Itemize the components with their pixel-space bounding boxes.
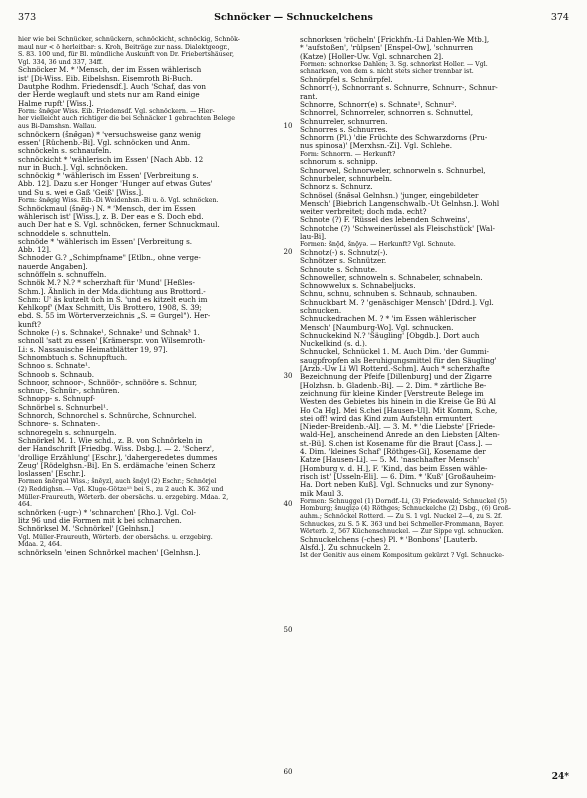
text-line: saugpfropfen als Beruhigungsmittel für den Säugling' xyxy=(300,355,497,365)
text-line: schnoregeln s. schnurgeln. xyxy=(18,427,117,437)
text-line: Schnowwelux s. Schnabeljucks. xyxy=(300,281,416,291)
signature-mark: 24* xyxy=(551,772,569,782)
text-line: [Arzb.-Uw Li Wl Rotterd.-Schm]. Auch * scherzhafte xyxy=(300,364,490,374)
text-line: schnoll 'satt zu essen' [Krämerspr. von Wilsemroth- xyxy=(18,336,206,346)
text-line: Schnotche (?) 'Schweinerüssel als Fleischstück' [Wal- xyxy=(300,223,495,233)
text-line: Mensch' [Biebrich Langenschwalb.-Ut Gelnhsn.]. Wohl xyxy=(300,198,500,208)
text-line: Dautphe Rodhm. Friedensdf.]. Auch 'Schaf, das von xyxy=(18,81,206,91)
text-line: Form: Schnorrn. — Herkunft? xyxy=(300,150,396,158)
right-column xyxy=(300,36,570,560)
text-line: schnorum s. schnipp. xyxy=(300,157,378,167)
text-line: * 'aufstoßen', 'rülpsen' [Enspel-Ow], 'schnurren xyxy=(300,43,474,53)
text-line: wählerisch ist' [Wiss.], z. B. Der eas e S. Doch ebd. xyxy=(18,211,204,221)
text-line: Schnörpfel s. Schnürpfel. xyxy=(300,75,393,85)
text-line: ebd. S. 55 im Wörterverzeichnis „S. = Gurgel"). Her- xyxy=(18,311,211,321)
text-line: Schnu, schnu, schnuben s. Schnaub, schnauben. xyxy=(300,289,478,299)
text-line: Schnuckekind N.? 'Säugling' [Obgdb.]. Dort auch xyxy=(300,330,480,340)
text-line: Schnoke (-) s. Schnake¹, Schnake² und Schnak³ 1. xyxy=(18,328,200,338)
text-line: Schnuckedrachen M. ? * 'im Essen wählerischer xyxy=(300,314,477,324)
text-line: Müller-Fraureuth, Wörterb. der obersächs. u. erzgebirg. Mdaa. 2, xyxy=(18,493,229,501)
text-line: Schnoor, schnoor-, Schnöör-, schnööre s. Schnur, xyxy=(18,377,198,387)
line-number-gutter xyxy=(279,36,297,776)
text-line: Ist der Genitiv aus einem Kompositum gekürzt ? Vgl. Schnucke- xyxy=(300,552,505,560)
text-line: Schnopp- s. Schnupf- xyxy=(18,394,95,404)
text-line: Schnurreler, schnurren. xyxy=(300,116,388,126)
text-line: Schnöcker M. * 'Mensch, der im Essen wählerisch xyxy=(18,65,202,75)
text-line: risch ist' [Usseln-Eli]. — 6. Dim. * 'Kuß' [Großauheim- xyxy=(300,471,496,481)
text-line: Abb. 12]. Dazu s.er Honger 'Hunger auf etwas Gutes' xyxy=(18,179,213,189)
text-line: Schnurbeler, schnurbeln. xyxy=(300,173,392,183)
text-line: Abb. 12]. xyxy=(18,245,52,255)
text-line: Schnuckbart M. ? 'genäschiger Mensch' [Ddrd.]. Vgl. xyxy=(300,297,494,307)
text-line: Schnoo s. Schnate¹. xyxy=(18,361,91,371)
text-line: 4. Dim. 'kleines Schaf' [Röthges-Gi], Kosename der xyxy=(300,447,486,457)
text-line: 464. xyxy=(18,501,33,509)
text-line: Katze [Hausen-Li]. — 5. M. 'naschhafter Mensch' xyxy=(300,455,480,465)
text-line: schnöckig * 'wählerisch im Essen' [Verbreitung s. xyxy=(18,171,199,181)
text-line: Formen: Schnuggel (1) Dorndf.-Li, (3) Friedewald; Schnuckel (5) xyxy=(300,497,507,505)
text-line: Nuckelkind (s. d.). xyxy=(300,339,368,349)
text-line: nus spinosa)' [Merxhsn.-Zi]. Vgl. Schlehe. xyxy=(300,141,453,151)
text-line: zeichnung für kleine Kinder [Verstreute Belege im xyxy=(300,388,484,398)
text-line: Schnoute s. Schnute. xyxy=(300,264,378,274)
line-number: 50 xyxy=(283,626,293,635)
text-line: Ha. Dort neben Kuß]. Vgl. Schnucks und zur Synony- xyxy=(300,480,494,490)
text-line: Formen: schnorkse Dahlen; 3. Sg. schnorkst Holler. — Vgl. xyxy=(300,60,488,68)
text-line: stei off! wird das Kind zum Aufstehn ermuntert xyxy=(300,413,473,423)
text-line: mik Maul 3. xyxy=(300,488,344,498)
text-line: ist' [Di-Wiss. Eib. Eibelshsn. Eisemroth Bi-Buch. xyxy=(18,73,193,83)
text-line: Bezeichnung der Pfeife [Dillenburg] und der Zigarre xyxy=(300,372,492,382)
text-line: Schnorrel, Schnorreler, schnorren s. Schnuttel, xyxy=(300,108,474,118)
text-line: Schnoder G.? „Schimpfname" [Etlbn., ohne verge- xyxy=(18,253,201,263)
text-line: Schnök M.? N.? * scherzhaft für 'Mund' [Heßles- xyxy=(18,278,195,288)
text-line: nur in Buch.]. Vgl. schnöcken. xyxy=(18,162,128,172)
text-line: Vgl. Müller-Fraureuth, Wörterb. der obersächs. u. erzgebirg. xyxy=(18,533,213,541)
text-line: wald-He], anscheinend Anrede an den Liebsten [Alten- xyxy=(300,430,500,440)
text-line: Form: šnø̄gig Wiss. Eib.-Di Weidenhsn.-Bi u. ö. Vgl. schnöcken. xyxy=(18,197,219,205)
text-line: Schnösel (šnø̄səl Gelnhsn.) 'junger, eingebildeter xyxy=(300,190,479,200)
text-line: Schnuckelchens (-ches) Pl. * 'Bonbons' [Lauterb. xyxy=(300,534,478,544)
text-line: schnörkseln 'einen Schnörkel machen' [Gelnhsn.]. xyxy=(18,547,201,557)
text-line: der Herde weglauft und stets nur am Rand einige xyxy=(18,90,200,100)
text-line: weiter verbreitet; doch mda. echt? xyxy=(300,207,427,217)
text-line: Schnörkel M. 1. Wie schd., z. B. von Schnörkeln in xyxy=(18,435,203,445)
text-line: Schm: U' äs kutzelt üch in S. 'und es kitzelt euch im xyxy=(18,294,208,304)
left-column xyxy=(18,36,276,557)
text-line: schnöckern (šnø̄gən) * 'versuchsweise ganz wenig xyxy=(18,129,202,139)
text-line: schnucken. xyxy=(300,305,342,315)
running-title: Schnöcker — Schnuckelchens xyxy=(214,12,373,23)
text-line: schnorksen 'röcheln' [Frickhfn.-Li Dahlen-We Mtb.], xyxy=(300,35,490,44)
text-line: Schnorres s. Schnurres. xyxy=(300,124,388,134)
text-line: Li: s. Nassauische Heimatblätter 19, 97]. xyxy=(18,344,168,354)
text-line: schnur-, Schnür-, schnüren. xyxy=(18,386,120,396)
text-line: nauerde Angaben]. xyxy=(18,261,88,271)
text-line: Schnorr(-), Schnorrant s. Schnurre, Schnurr-, Schnur- xyxy=(300,83,498,93)
text-line: Schnote (?) F. 'Rüssel des lebenden Schweins', xyxy=(300,215,470,225)
text-line: Zeug' [Rödelghsn.-Bi]. En S. erdämache 'einen Scherz xyxy=(18,460,216,470)
text-line: Kehlkopf' (Max Schmitt, Uis Brottero, 1908, S. 39; xyxy=(18,303,202,313)
text-line: Schm.]. Ähnlich in der Mda.dichtung aus Brottord.- xyxy=(18,286,206,296)
text-line: Formen: šnǭd, šnǭyə. — Herkunft? Vgl. Schnute. xyxy=(300,241,456,249)
text-line: Schnombtuch s. Schnupftuch. xyxy=(18,352,128,362)
text-line: [Homburg v. d. H.], F. 'Kind, das beim Essen wähle- xyxy=(300,463,488,473)
text-line: Schnorch, Schnorchel s. Schnürche, Schnurchel. xyxy=(18,411,197,421)
line-number: 30 xyxy=(283,372,293,380)
text-line: kunft? xyxy=(18,319,42,329)
text-line: Schnorwel, Schnorweler, schnorweln s. Schnurbel, xyxy=(300,165,486,175)
text-line: her vielleicht auch richtiger die bei Schnäcker 1 gebrachten Belege xyxy=(18,115,235,123)
text-line: Schnötzer s. Schnützer. xyxy=(300,256,387,266)
text-line: Schnore- s. Schnaten-. xyxy=(18,419,101,429)
text-line: st.-Bü]. S.chen ist Kosename für die Braut [Cass.]. — xyxy=(300,438,493,448)
text-line: auch Der hat e S. Vgl. schnöcken, ferner Schnuckmaul. xyxy=(18,220,220,230)
page-number-right: 374 xyxy=(550,12,569,23)
text-line: schnöckicht * 'wählerisch im Essen' [Nach Abb. 12 xyxy=(18,154,204,164)
text-line: Schnörksel M. 'Schnörkel' [Gelnhsn.] xyxy=(18,524,154,534)
text-line: schnoddele s. schnutteln. xyxy=(18,228,111,238)
text-line: der Handschrift [Friedbg. Wiss. Dsbg.]. — 2. 'Scherz', xyxy=(18,444,215,454)
text-line: 'drollige Erzählung' [Eschr.], 'dahergeredetes dummes xyxy=(18,452,218,462)
text-line: lau-Bi]. xyxy=(300,232,327,242)
text-line: hier wie bei Schnücker, schnückern, schnöckicht, schnöckig, Schnök- xyxy=(18,36,240,43)
line-number: 10 xyxy=(283,122,293,131)
text-line: Schnorre, Schnorr(e) s. Schnate¹, Schnur². xyxy=(300,99,457,109)
text-line: [Nieder-Breidenb.-Al]. — 3. M. * 'die Liebste' [Friede- xyxy=(300,422,496,432)
text-line: Ho Ca Hg]. Mei S.chei [Hausen-Ul]. Mit Komm, S.che, xyxy=(300,405,498,415)
text-line: schnöffeln s. schnuffeln. xyxy=(18,269,107,279)
text-line: Schnorz s. Schnurz. xyxy=(300,182,373,192)
text-line: Mdaa. 2, 464. xyxy=(18,541,63,549)
text-line: und Su s. wei e Gaß 'Geiß' [Wiss.]. xyxy=(18,187,144,197)
text-line: rant. xyxy=(300,91,318,101)
text-line: Mensch' [Naumburg-Wo]. Vgl. schnucken. xyxy=(300,322,454,332)
text-line: Form: šnø̄gər Wiss. Eib. Friedensdf. Vgl. schnöckern. — Hier- xyxy=(18,107,215,115)
text-line: auhm.; Schnöckel Rotterd. — Zu S. 1 vgl. Nuckel 2—4, zu S. 2f. xyxy=(300,513,503,520)
text-line: Schnörbel s. Schnurbel¹. xyxy=(18,402,109,412)
text-line: Halme rupft' [Wiss.]. xyxy=(18,98,94,108)
text-line: litz 96 und die Formen mit k bei schnarchen. xyxy=(18,516,182,526)
text-line: Wörterb. 2, 567 Küchenschnuckel. — Zur Sippe vgl. schnucken. xyxy=(300,528,504,536)
text-line: Schnotz(-) s. Schnutz(-). xyxy=(300,247,388,257)
text-line: Schnuckes, zu S. 5 K. 363 und bei Schmeller-Frommann, Bayer. xyxy=(300,520,504,528)
text-line: (2) Reddighsn.— Vgl. Kluge-Götze¹⁵ bei S., zu 2 auch K. 362 und xyxy=(18,486,224,493)
line-number: 20 xyxy=(283,248,293,256)
text-line: Schnoob s. Schnaub. xyxy=(18,369,95,379)
text-line: aus Bi-Damshsn. Wallau. xyxy=(18,123,97,131)
text-line: Schnöckmaul (šnø̄g-) N. * 'Mensch, der im Essen xyxy=(18,203,196,213)
line-number: 40 xyxy=(283,500,293,508)
text-line: Schnoweller, schnoweln s. Schnabeler, schnabeln. xyxy=(300,272,483,282)
text-line: Schnuckel, Schnückel 1. M. Auch Dim. 'der Gummi- xyxy=(300,347,489,357)
text-line: Alsfd.]. Zu schnuckeln 2. xyxy=(300,543,391,553)
page-number-left: 373 xyxy=(18,12,37,23)
page-header xyxy=(18,12,569,26)
text-line: [Holzhsn. b. Gladenb.-Bi]. — 2. Dim. * zärtliche Be- xyxy=(300,380,487,390)
text-line: Vgl. 334, 36 und 337, 34ff. xyxy=(18,58,104,66)
text-line: Formen šnērgəl Wiss.; šnēyzl, auch šnę̄yl (2) Eschr.; Schnörjel xyxy=(18,478,217,486)
text-line: schnarksen, von dem s. nicht stets sicher trennbar ist. xyxy=(300,68,474,76)
text-line: loslassen' [Eschr.]. xyxy=(18,469,86,479)
text-line: essen' [Rüchenb.-Bi]. Vgl. schnöcken und Anm. xyxy=(18,137,190,147)
text-line: Homburg; šnugiẓə (4) Röthges; Schnuckelche (2) Dsbg., (6) Groß- xyxy=(300,505,511,513)
text-line: schnörken (-ugr-) * 'schnarchen' [Rho.]. Vgl. Col- xyxy=(18,507,196,517)
text-line: Schnorrn (Pl.) 'die Früchte des Schwarzdorns (Pru- xyxy=(300,133,488,143)
text-line: (Katze) [Holler-Uw. Vgl. schnarchen 2]. xyxy=(300,51,444,61)
text-line: schnöde * 'wählerisch im Essen' [Verbreitung s. xyxy=(18,236,193,246)
text-line: maul nur < ö herleitbar: s. Kroh, Beiträge zur nass. Dialektgeogr., xyxy=(18,43,230,51)
line-number: 60 xyxy=(283,768,293,776)
text-line: S. 83. 100 und, für Bl. mündliche Auskunft von Dr. Friebertshäuser, xyxy=(18,51,234,59)
text-line: Westen des Gebietes bis hinein in die Kreise Ge Bü Al xyxy=(300,397,496,407)
text-line: schnöckeln s. schnaufeln. xyxy=(18,146,112,156)
